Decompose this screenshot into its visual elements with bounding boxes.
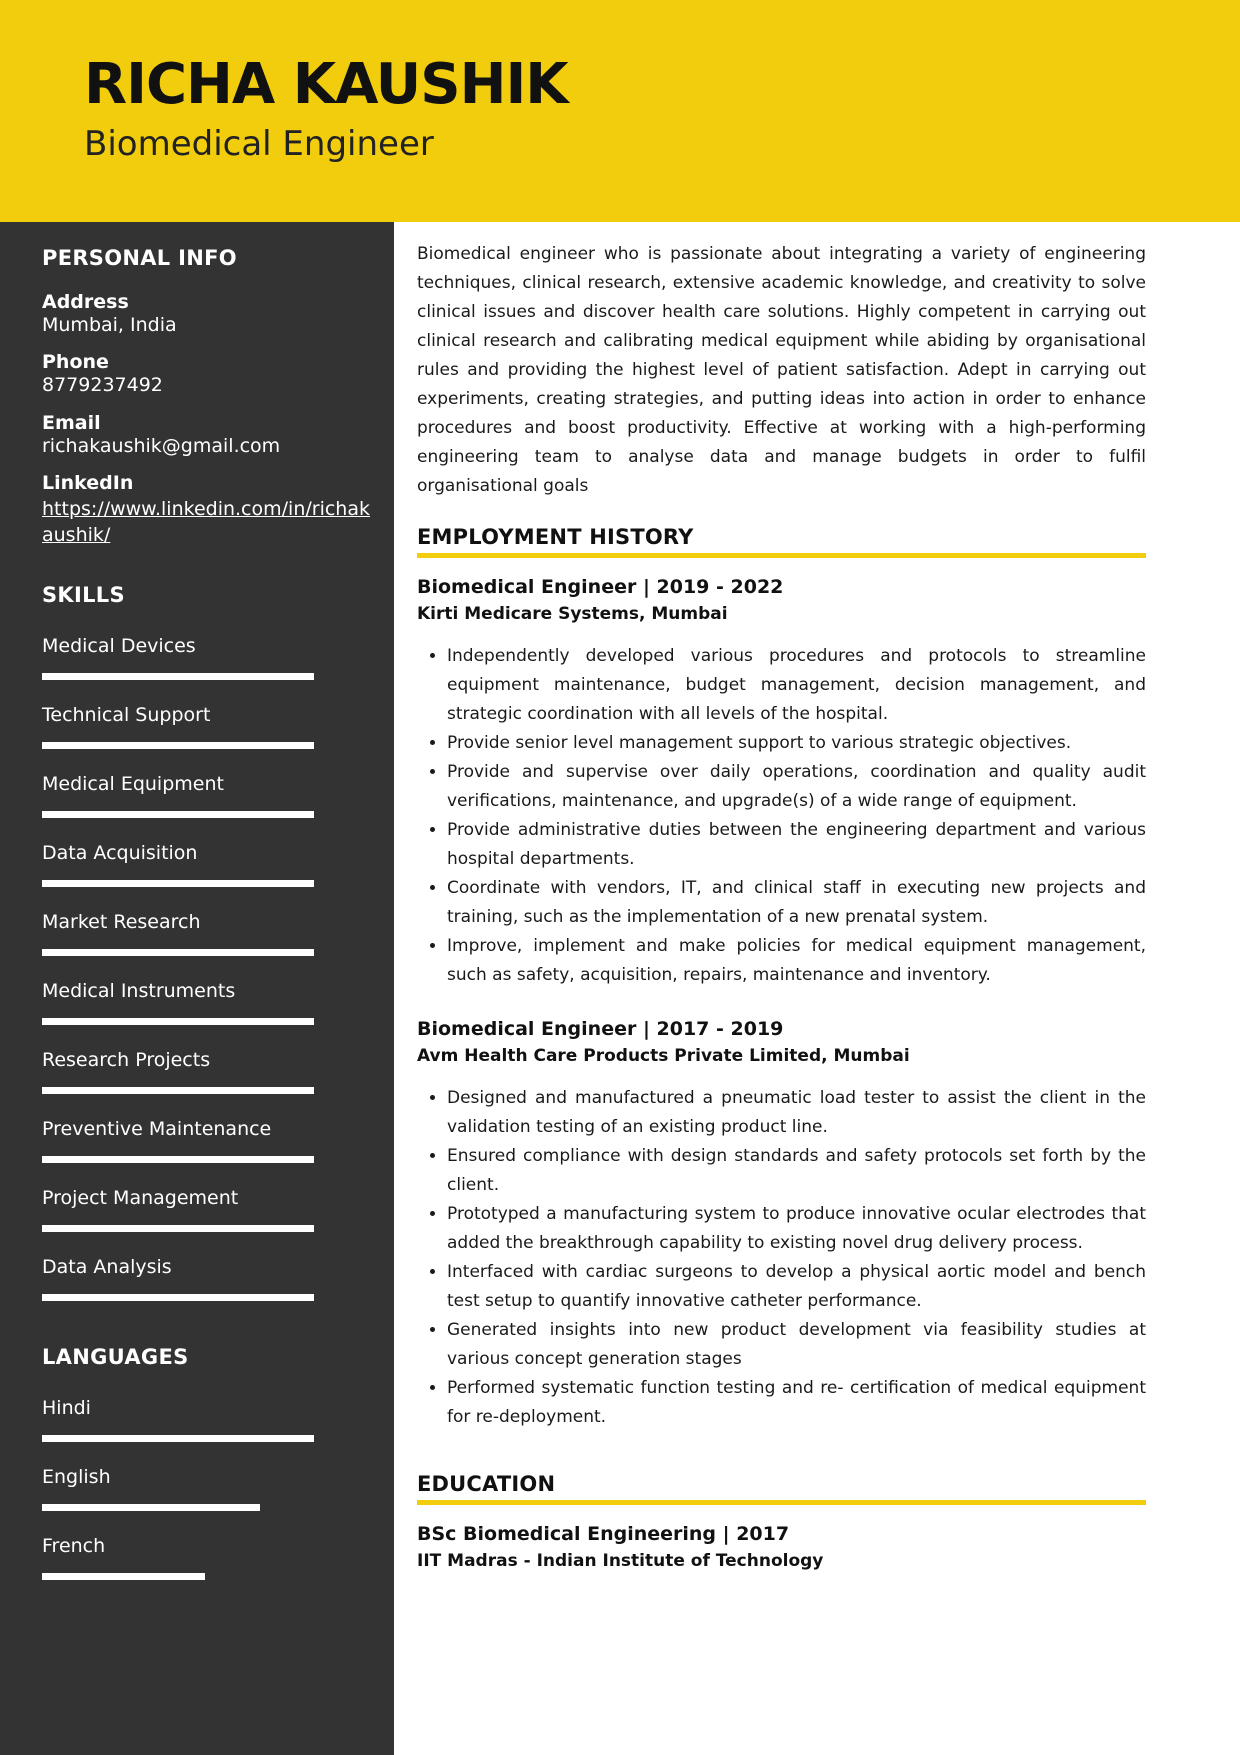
skill-level-fill [42,811,314,818]
language-level-fill [42,1504,260,1511]
linkedin-link[interactable]: https://www.linkedin.com/in/richakaushik/ [42,498,370,546]
skill-level-bar [42,1156,314,1163]
skill-item [42,1181,314,1250]
skill-level-fill [42,1294,314,1301]
skill-label: Preventive Maintenance [42,1118,272,1140]
skill-level-fill [42,1018,314,1025]
job-responsibilities [417,1084,1146,1432]
candidate-name: RICHA KAUSHIK [84,52,568,117]
skill-label: Project Management [42,1187,239,1209]
skill-item [42,1112,314,1181]
skill-label: Medical Devices [42,635,196,657]
skill-level-fill [42,1225,314,1232]
language-item [42,1391,314,1460]
skill-item [42,836,314,905]
skill-item [42,974,314,1043]
phone-value: 8779237492 [42,374,163,396]
job-company: Avm Health Care Products Private Limited, Mumbai [417,1046,910,1066]
employment-list [417,574,1146,1432]
responsibility-item: • Interfaced with cardiac surgeons to develop a physical aortic model and bench test setup to quantify innovative catheter performance. [447,1258,1146,1316]
skill-item [42,1250,314,1319]
skill-label: Technical Support [42,704,211,726]
skill-level-fill [42,742,314,749]
sidebar [0,222,394,1755]
skill-item [42,1043,314,1112]
responsibility-item: • Performed systematic function testing and re- certification of medical equipment for re-deployment. [447,1374,1146,1432]
skills-list [42,629,314,1319]
skill-level-fill [42,1087,314,1094]
language-level-fill [42,1435,314,1442]
skill-level-bar [42,949,314,956]
skill-label: Data Analysis [42,1256,172,1278]
job-entry [417,574,1146,990]
skills-heading: SKILLS [42,583,125,607]
skill-item [42,767,314,836]
phone-label: Phone [42,351,109,373]
main-content [417,240,1146,1575]
education-entry [417,1521,1146,1575]
address-value: Mumbai, India [42,314,177,336]
job-position: Biomedical Engineer | 2019 - 2022 [417,576,784,598]
skill-level-bar [42,1018,314,1025]
email-value: richakaushik@gmail.com [42,435,281,457]
skill-level-bar [42,811,314,818]
language-level-fill [42,1573,205,1580]
skill-label: Market Research [42,911,201,933]
skill-level-fill [42,880,314,887]
degree: BSc Biomedical Engineering | 2017 [417,1523,790,1545]
language-level-bar [42,1504,314,1511]
skill-level-bar [42,1294,314,1301]
job-title: Biomedical Engineer [84,124,434,164]
skill-label: Data Acquisition [42,842,198,864]
linkedin-label: LinkedIn [42,472,134,494]
responsibility-item: • Designed and manufactured a pneumatic load tester to assist the client in the validation testing of an existing product line. [447,1084,1146,1142]
skill-level-bar [42,1225,314,1232]
skill-level-fill [42,1156,314,1163]
responsibility-item: • Independently developed various procedures and protocols to streamline equipment maintenance, budget management, decision management, and strategic coordination with all levels of the hospital. [447,642,1146,729]
responsibility-item: • Generated insights into new product development via feasibility studies at various concept generation stages [447,1316,1146,1374]
languages-list [42,1391,314,1598]
language-item [42,1460,314,1529]
language-label: English [42,1466,111,1488]
personal-info-heading: PERSONAL INFO [42,246,237,270]
skill-label: Research Projects [42,1049,211,1071]
languages-heading: LANGUAGES [42,1345,189,1369]
job-company: Kirti Medicare Systems, Mumbai [417,604,728,624]
responsibility-item: • Coordinate with vendors, IT, and clinical staff in executing new projects and training, such as the implementation of a new prenatal system. [447,874,1146,932]
responsibility-item: • Provide senior level management support to various strategic objectives. [447,729,1146,758]
language-item [42,1529,314,1598]
responsibility-item: • Improve, implement and make policies for medical equipment management, such as safety, acquisition, repairs, maintenance and inventory. [447,932,1146,990]
school: IIT Madras - Indian Institute of Technology [417,1551,824,1571]
responsibility-item: • Provide and supervise over daily operations, coordination and quality audit verifications, maintenance, and upgrade(s) of a wide range of equipment. [447,758,1146,816]
responsibility-item: • Provide administrative duties between the engineering department and various hospital departments. [447,816,1146,874]
skill-label: Medical Instruments [42,980,236,1002]
responsibility-item: • Prototyped a manufacturing system to produce innovative ocular electrodes that added the breakthrough capability to existing novel drug delivery process. [447,1200,1146,1258]
job-responsibilities [417,642,1146,990]
responsibility-item: • Ensured compliance with design standards and safety protocols set forth by the client. [447,1142,1146,1200]
education-heading: EDUCATION [417,1472,1146,1505]
skill-level-fill [42,949,314,956]
job-entry [417,1016,1146,1432]
email-label: Email [42,412,101,434]
skill-item [42,905,314,974]
employment-heading: EMPLOYMENT HISTORY [417,525,1146,558]
skill-item [42,698,314,767]
header-banner [0,0,1240,222]
skill-level-bar [42,742,314,749]
skill-level-bar [42,673,314,680]
address-label: Address [42,291,129,313]
skill-level-bar [42,880,314,887]
language-label: Hindi [42,1397,91,1419]
profile-summary: Biomedical engineer who is passionate about integrating a variety of engineering techniques, clinical research, extensive academic knowledge, and creativity to solve clinical issues and discover health care solutions. Highly competent in carrying out clinical research and calibrating medical equipment while abiding by organisational rules and providing the highest level of patient satisfaction. Adept in carrying out experiments, creating strategies, and putting ideas into action in order to enhance procedures and boost productivity. Effective at working with a high-performing engineering team to analyse data and manage budgets in order to fulfil organisational goals [417,244,1146,496]
language-label: French [42,1535,106,1557]
language-level-bar [42,1435,314,1442]
skill-item [42,629,314,698]
job-position: Biomedical Engineer | 2017 - 2019 [417,1018,784,1040]
skill-level-fill [42,673,314,680]
skill-label: Medical Equipment [42,773,224,795]
skill-level-bar [42,1087,314,1094]
language-level-bar [42,1573,314,1580]
